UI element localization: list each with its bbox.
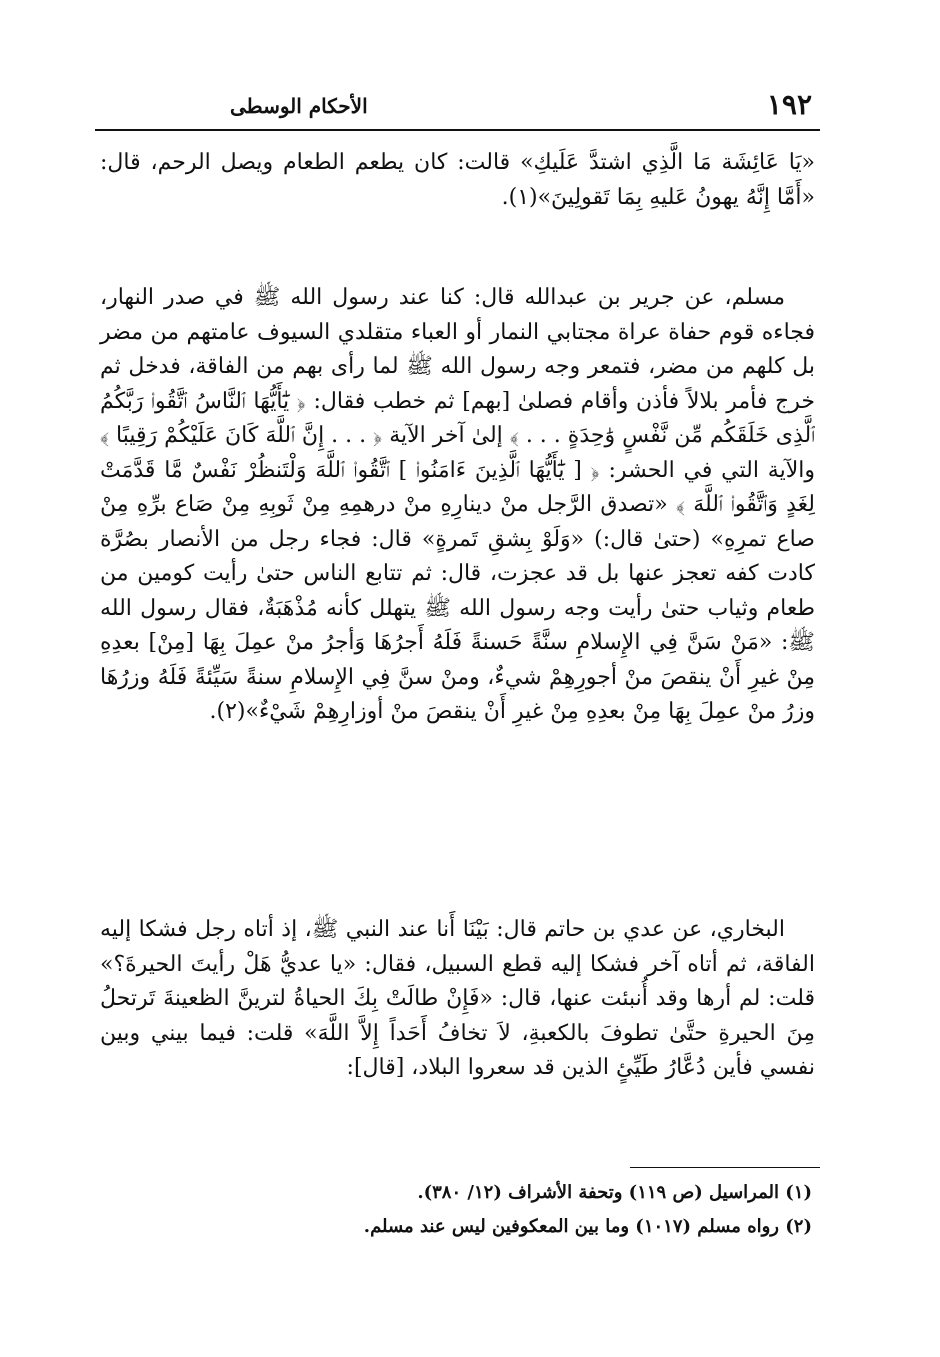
paragraph-bukhari-adi (100, 913, 815, 1086)
footnote-1: (١) المراسيل (ص ١١٩) وتحفة الأشراف (١٢/ ٣٨٠). (417, 1182, 812, 1203)
paragraph-muslim-jarir (100, 281, 815, 730)
footnotes (100, 1176, 812, 1244)
paragraph-text: البخاري، عن عدي بن حاتم قال: بَيْنَا أَنا عند النبي ﷺ، إذ أتاه رجل فشكا إليه الفاقة، ثم أتاه آخر فشكا إليه قطع السبيل، فقال: «يا عديُّ هَلْ رأيتَ الحيرةَ؟» قلت: لم أرها وقد أُنبئت عنها، قال: «فَإِنْ طالَتْ بِكَ الحياةُ لترينَّ الظعينةَ تَرتحلُ مِنَ الحيرةِ حتَّىٰ تطوفَ بالكعبةِ، لاَ تخافُ أَحَداً إِلاَّ اللَّهَ» قلت: فيما بيني وبين نفسي فأين دُعَّارُ طَيِّئٍ الذين قد سعروا البلاد، [قال]: (100, 917, 815, 1080)
page-number: ١٩٢ (766, 88, 812, 121)
running-title: الأحكام الوسطى (230, 94, 368, 118)
footnote-2: (٢) رواه مسلم (١٠١٧) وما بين المعكوفين ليس عند مسلم. (363, 1216, 812, 1237)
paragraph-text: «يَا عَائِشَة مَا الَّذِي اشتدَّ عَلَيكِ» قالت: كان يطعم الطعام ويصل الرحم، قال: «أَمَّا إِنَّهُ يهونُ عَليهِ بِمَا تَقولِينَ»(١). (100, 150, 815, 210)
paragraph-aisha-hadith (100, 146, 815, 215)
footnote-separator (630, 1167, 820, 1168)
page-header (95, 88, 820, 128)
paragraph-text: مسلم، عن جرير بن عبدالله قال: كنا عند رسول الله ﷺ في صدر النهار، فجاءه قوم حفاة عراة مجتابي النمار أو العباء متقلدي السيوف عامتهم من مضر بل كلهم من مضر، فتمعر وجه رسول الله ﷺ لما رأى بهم من الفاقة، فدخل ثم خرج فأمر بلالاً فأذن وأقام فصلىٰ [بهم] ثم خطب فقال: ﴿ يَٰٓأَيُّهَا ٱلنَّاسُ ٱتَّقُوا۟ رَبَّكُمُ ٱلَّذِى خَلَقَكُم مِّن نَّفْسٍ وَٰحِدَةٍ . . . ﴾ إلىٰ آخر الآية ﴿ . . . إِنَّ ٱللَّهَ كَانَ عَلَيْكُمْ رَقِيبًا ﴾ والآية التي في الحشر: ﴿ [ يَٰٓأَيُّهَا ٱلَّذِينَ ءَامَنُوا۟ ] ٱتَّقُوا۟ ٱللَّهَ وَلْتَنظُرْ نَفْسٌ مَّا قَدَّمَتْ لِغَدٍ وَٱتَّقُوا۟ ٱللَّهَ ﴾ «تصدق الرَّجل منْ دينارِهِ منْ درهمِهِ مِنْ ثَوبِهِ مِنْ صَاع برِّهِ مِنْ صاع تمرِهِ» (حتىٰ قال:) «وَلَوْ بِشقِ تَمرةٍ» قال: فجاء رجل من الأنصار بصُرَّة كادت كفه تعجز عنها بل قد عجزت، قال: ثم تتابع الناس حتىٰ رأيت كومين من طعام وثياب حتىٰ رأيت وجه رسول الله ﷺ يتهلل كأنه مُذْهَبَةٌ، فقال رسول الله ﷺ: «مَنْ سَنَّ فِي الإِسلامِ سنَّةً حَسنةً فَلَهُ أَجرُهَا وَأجرُ منْ عمِلَ بِهَا [مِنْ] بعدِهِ مِنْ غيرِ أَنْ ينقصَ منْ أجورِهِمْ شيءٌ، ومنْ سنَّ فِي الإِسلامِ سنةً سَيِّئةً فَلَهُ وزرُهَا وزرُ منْ عمِلَ بِهَا مِنْ بعدِهِ مِنْ غيرِ أَنْ ينقصَ منْ أوزارِهِمْ شَيْءٌ»(٢). (100, 285, 815, 724)
header-rule (95, 129, 820, 131)
